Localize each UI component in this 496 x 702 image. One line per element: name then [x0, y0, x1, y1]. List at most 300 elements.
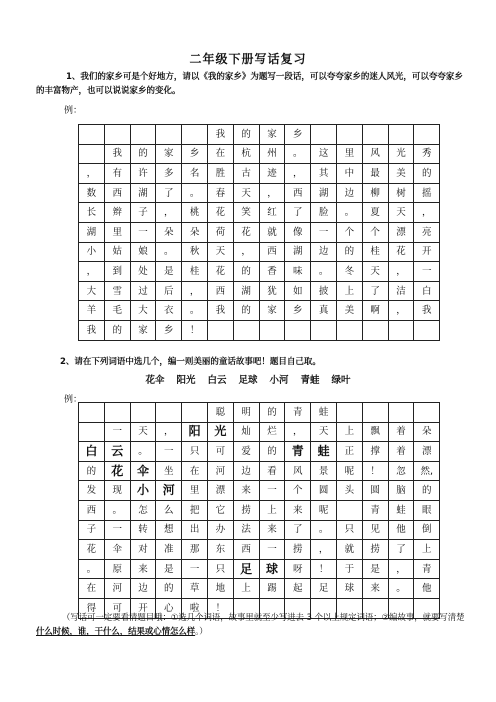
- grid-cell: 倒: [414, 520, 440, 540]
- grid-cell: 准: [156, 540, 182, 560]
- grid-cell: 花: [79, 540, 105, 560]
- grid-cell: ，: [285, 422, 311, 442]
- grid-cell: 边: [233, 461, 259, 481]
- grid-cell: 圆: [311, 481, 337, 501]
- grid-cell: 的: [79, 461, 105, 481]
- example-label-2: 例：: [64, 395, 83, 405]
- grid-cell: 边: [311, 242, 337, 262]
- grid-cell: [259, 320, 285, 340]
- grid-cell: 一: [259, 481, 285, 501]
- grid-cell: 头: [336, 481, 362, 501]
- grid-cell: 河: [207, 461, 233, 481]
- grid-cell: 湖: [311, 183, 337, 203]
- grid-cell: ，: [79, 262, 105, 282]
- grid-cell: 东: [207, 540, 233, 560]
- grid-cell: 天: [130, 422, 156, 442]
- question-1-text: 1、我们的家乡可是个好地方，请以《我的家乡》为题写一段话，可以夸夸家乡的迷人风光，可以夸夸家乡的丰富物产，也可以说说家乡的变化。: [36, 72, 463, 96]
- grid-cell: 踢: [259, 579, 285, 599]
- grid-cell: ，: [156, 422, 182, 442]
- grid-cell: 眼: [414, 500, 440, 520]
- example-grid-hometown: [78, 124, 440, 341]
- grid-cell: 花: [104, 461, 130, 481]
- grid-cell: 来: [259, 520, 285, 540]
- grid-cell: 青: [285, 403, 311, 423]
- grid-cell: [362, 320, 388, 340]
- grid-cell: 阳: [182, 422, 208, 442]
- grid-cell: 天: [207, 242, 233, 262]
- grid-cell: 过: [130, 281, 156, 301]
- grid-cell: 乡: [285, 125, 311, 145]
- grid-cell: 西: [285, 183, 311, 203]
- grid-cell: 起: [285, 579, 311, 599]
- grid-cell: ，: [259, 183, 285, 203]
- grid-cell: 那: [182, 540, 208, 560]
- word-item: 青蛙: [300, 375, 320, 386]
- grid-cell: 有: [104, 164, 130, 184]
- grid-cell: 姑: [104, 242, 130, 262]
- grid-cell: 捞: [362, 540, 388, 560]
- grid-cell: 撑: [362, 442, 388, 462]
- grid-cell: [311, 320, 337, 340]
- grid-cell: 坐: [156, 461, 182, 481]
- grid-cell: 只: [336, 520, 362, 540]
- grid-cell: 上: [336, 281, 362, 301]
- hometown-grid-row: [79, 222, 440, 242]
- grid-cell: 。: [79, 559, 105, 579]
- grid-cell: 春: [207, 183, 233, 203]
- grid-cell: 它: [207, 500, 233, 520]
- grid-cell: 大: [79, 281, 105, 301]
- grid-cell: ，: [388, 559, 414, 579]
- grid-cell: 他: [388, 520, 414, 540]
- grid-cell: 上: [336, 422, 362, 442]
- grid-cell: 聪: [207, 403, 233, 423]
- grid-cell: 朵: [156, 222, 182, 242]
- grid-cell: 看: [259, 461, 285, 481]
- grid-cell: 开: [130, 598, 156, 618]
- grid-cell: ！: [182, 320, 208, 340]
- grid-cell: 真: [311, 301, 337, 321]
- grid-cell: 的: [414, 481, 440, 501]
- grid-cell: 花: [207, 203, 233, 223]
- grid-cell: 亮: [414, 222, 440, 242]
- grid-cell: 。: [182, 183, 208, 203]
- grid-cell: 爱: [233, 442, 259, 462]
- word-item: 花伞: [145, 375, 165, 386]
- emphasis-text: 什么时候，谁，干什么，结果或心情怎么样: [36, 626, 196, 636]
- grid-cell: 飘: [362, 422, 388, 442]
- grid-cell: [414, 403, 440, 423]
- grid-cell: 可: [207, 442, 233, 462]
- grid-cell: 一: [104, 422, 130, 442]
- grid-cell: 圆: [362, 481, 388, 501]
- grid-cell: 来: [130, 559, 156, 579]
- grid-cell: 了: [285, 203, 311, 223]
- grid-cell: 把: [182, 500, 208, 520]
- grid-cell: 这: [311, 144, 337, 164]
- grid-cell: 的: [336, 242, 362, 262]
- grid-cell: 法: [233, 520, 259, 540]
- grid-cell: 出: [182, 520, 208, 540]
- grid-cell: 上: [414, 540, 440, 560]
- grid-cell: 的: [259, 403, 285, 423]
- grid-cell: 家: [156, 144, 182, 164]
- grid-cell: ，: [388, 262, 414, 282]
- story-grid-row: [79, 461, 440, 481]
- grid-cell: 秋: [182, 242, 208, 262]
- grid-cell: 古: [233, 164, 259, 184]
- grid-cell: 的: [130, 144, 156, 164]
- story-grid-row: [79, 540, 440, 560]
- word-item: 绿叶: [331, 375, 351, 386]
- grid-cell: 光: [207, 422, 233, 442]
- grid-cell: ，: [156, 203, 182, 223]
- grid-cell: 的: [104, 320, 130, 340]
- grid-cell: 家: [259, 125, 285, 145]
- grid-cell: 乡: [156, 320, 182, 340]
- grid-cell: 西: [104, 183, 130, 203]
- grid-cell: 我: [79, 320, 105, 340]
- word-item: 白云: [207, 375, 227, 386]
- grid-cell: 杭: [233, 144, 259, 164]
- grid-cell: 毛: [104, 301, 130, 321]
- grid-cell: [336, 320, 362, 340]
- grid-cell: 见: [362, 520, 388, 540]
- grid-cell: 上: [259, 500, 285, 520]
- grid-cell: 其: [311, 164, 337, 184]
- grid-cell: 个: [285, 481, 311, 501]
- grid-cell: 风: [285, 461, 311, 481]
- grid-cell: 转: [130, 520, 156, 540]
- grid-cell: 一: [259, 540, 285, 560]
- grid-cell: 原: [104, 559, 130, 579]
- grid-cell: 在: [182, 461, 208, 481]
- grid-cell: 来: [285, 500, 311, 520]
- grid-cell: 名: [182, 164, 208, 184]
- grid-cell: 球: [259, 559, 285, 579]
- grid-cell: 伞: [104, 540, 130, 560]
- grid-cell: 一: [156, 442, 182, 462]
- grid-cell: 草: [182, 579, 208, 599]
- grid-cell: 就: [336, 540, 362, 560]
- grid-cell: 来: [362, 579, 388, 599]
- grid-cell: 地: [207, 579, 233, 599]
- grid-cell: 蛙: [311, 442, 337, 462]
- grid-cell: 乡: [182, 144, 208, 164]
- grid-cell: [207, 320, 233, 340]
- grid-cell: 花: [233, 222, 259, 242]
- grid-cell: 里: [104, 222, 130, 242]
- grid-cell: 辫: [104, 203, 130, 223]
- grid-cell: ，: [285, 164, 311, 184]
- grid-cell: 蛙: [388, 500, 414, 520]
- grid-cell: 啊: [362, 301, 388, 321]
- grid-cell: 的: [233, 125, 259, 145]
- grid-cell: 。: [130, 442, 156, 462]
- grid-cell: 柳: [362, 183, 388, 203]
- grid-cell: 小: [130, 481, 156, 501]
- grid-cell: 我: [414, 301, 440, 321]
- grid-cell: 迹: [259, 164, 285, 184]
- grid-cell: [414, 125, 440, 145]
- grid-cell: 。: [182, 301, 208, 321]
- grid-cell: 味: [285, 262, 311, 282]
- grid-cell: 正: [336, 442, 362, 462]
- grid-cell: 在: [79, 579, 105, 599]
- grid-cell: 边: [336, 183, 362, 203]
- grid-cell: 么: [156, 500, 182, 520]
- grid-cell: 美: [388, 164, 414, 184]
- grid-cell: 一: [311, 222, 337, 242]
- grid-cell: 笑: [233, 203, 259, 223]
- grid-cell: ，: [79, 164, 105, 184]
- grid-cell: 如: [285, 281, 311, 301]
- grid-cell: 漂: [414, 442, 440, 462]
- grid-cell: 冬: [336, 262, 362, 282]
- grid-cell: 朵: [182, 222, 208, 242]
- word-item: 小河: [269, 375, 289, 386]
- grid-cell: 。: [311, 520, 337, 540]
- grid-cell: 许: [130, 164, 156, 184]
- grid-cell: 。: [285, 144, 311, 164]
- grid-cell: 了: [388, 540, 414, 560]
- grid-cell: 发: [79, 481, 105, 501]
- grid-cell: 足: [233, 559, 259, 579]
- grid-cell: 于: [336, 559, 362, 579]
- grid-cell: 然,: [414, 461, 440, 481]
- grid-cell: 云: [104, 442, 130, 462]
- grid-cell: 子: [79, 520, 105, 540]
- grid-cell: 到: [104, 262, 130, 282]
- grid-cell: 西: [233, 540, 259, 560]
- grid-cell: [388, 403, 414, 423]
- grid-cell: 披: [311, 281, 337, 301]
- grid-cell: 一: [182, 559, 208, 579]
- grid-cell: 着: [388, 442, 414, 462]
- story-grid-row: [79, 579, 440, 599]
- grid-cell: [130, 403, 156, 423]
- grid-cell: ！: [207, 598, 233, 618]
- grid-cell: 我: [104, 144, 130, 164]
- grid-cell: 湖: [79, 222, 105, 242]
- grid-cell: 得: [79, 598, 105, 618]
- grid-cell: 的: [156, 579, 182, 599]
- grid-cell: ，: [388, 301, 414, 321]
- grid-cell: 明: [233, 403, 259, 423]
- grid-cell: 对: [130, 540, 156, 560]
- grid-cell: 。: [388, 579, 414, 599]
- word-list: [0, 372, 496, 386]
- story-grid-row: [79, 520, 440, 540]
- grid-cell: 啦: [182, 598, 208, 618]
- grid-cell: 处: [130, 262, 156, 282]
- word-item: 足球: [238, 375, 258, 386]
- grid-cell: 一: [130, 222, 156, 242]
- grid-cell: ，: [414, 203, 440, 223]
- grid-cell: 长: [79, 203, 105, 223]
- grid-cell: 西: [259, 242, 285, 262]
- grid-cell: 乡: [285, 301, 311, 321]
- grid-cell: 心: [156, 598, 182, 618]
- grid-cell: 是: [362, 559, 388, 579]
- grid-cell: 办: [207, 520, 233, 540]
- grid-cell: 湖: [233, 281, 259, 301]
- hometown-grid-row: [79, 183, 440, 203]
- grid-cell: 呢: [311, 500, 337, 520]
- grid-cell: 忽: [388, 461, 414, 481]
- grid-cell: 娘: [130, 242, 156, 262]
- grid-cell: 树: [388, 183, 414, 203]
- grid-cell: [104, 125, 130, 145]
- grid-cell: 青: [285, 442, 311, 462]
- story-grid-row: [79, 442, 440, 462]
- grid-cell: 想: [156, 520, 182, 540]
- story-grid-row: [79, 500, 440, 520]
- grid-cell: 桂: [362, 242, 388, 262]
- grid-cell: 子: [130, 203, 156, 223]
- grid-cell: 脸: [311, 203, 337, 223]
- grid-cell: 个: [362, 222, 388, 242]
- grid-cell: 湖: [285, 242, 311, 262]
- grid-cell: [182, 125, 208, 145]
- grid-cell: 秀: [414, 144, 440, 164]
- grid-cell: 漂: [388, 222, 414, 242]
- grid-cell: [79, 144, 105, 164]
- grid-cell: 的: [259, 442, 285, 462]
- example-grid-frog-story: [78, 402, 440, 619]
- story-grid-row: [79, 481, 440, 501]
- grid-cell: 州: [259, 144, 285, 164]
- grid-cell: [311, 125, 337, 145]
- word-item: 阳光: [176, 375, 196, 386]
- grid-cell: 雪: [104, 281, 130, 301]
- grid-cell: 的: [414, 164, 440, 184]
- grid-cell: 天: [362, 262, 388, 282]
- grid-cell: [130, 125, 156, 145]
- grid-cell: 多: [156, 164, 182, 184]
- grid-cell: ！: [362, 461, 388, 481]
- grid-cell: 白: [79, 442, 105, 462]
- hometown-grid-row: [79, 125, 440, 145]
- grid-cell: 洁: [388, 281, 414, 301]
- grid-cell: 了: [285, 520, 311, 540]
- hometown-grid-row: [79, 320, 440, 340]
- hometown-grid-row: [79, 144, 440, 164]
- grid-cell: 脑: [388, 481, 414, 501]
- grid-cell: 天: [233, 183, 259, 203]
- grid-cell: 河: [104, 579, 130, 599]
- hometown-grid-row: [79, 262, 440, 282]
- grid-cell: 我: [207, 125, 233, 145]
- grid-cell: 数: [79, 183, 105, 203]
- grid-cell: 伞: [130, 461, 156, 481]
- grid-cell: 里: [336, 144, 362, 164]
- hometown-grid-row: [79, 203, 440, 223]
- grid-cell: 只: [182, 442, 208, 462]
- grid-cell: 一: [414, 262, 440, 282]
- grid-cell: 香: [259, 262, 285, 282]
- grid-cell: 摇: [414, 183, 440, 203]
- grid-cell: [79, 403, 105, 423]
- hometown-grid-row: [79, 164, 440, 184]
- grid-cell: 来: [233, 481, 259, 501]
- grid-cell: [362, 125, 388, 145]
- grid-cell: 呀: [285, 559, 311, 579]
- grid-cell: 桃: [182, 203, 208, 223]
- grid-cell: 。: [156, 242, 182, 262]
- grid-cell: 花: [207, 262, 233, 282]
- hometown-grid-row: [79, 301, 440, 321]
- grid-cell: 呢: [336, 461, 362, 481]
- grid-cell: [336, 403, 362, 423]
- grid-cell: 花: [388, 242, 414, 262]
- story-grid-row: [79, 422, 440, 442]
- grid-cell: 一: [104, 520, 130, 540]
- grid-cell: 大: [130, 301, 156, 321]
- grid-cell: 烂: [259, 422, 285, 442]
- grid-cell: [388, 125, 414, 145]
- grid-cell: 桂: [182, 262, 208, 282]
- grid-cell: 光: [388, 144, 414, 164]
- grid-cell: 里: [182, 481, 208, 501]
- grid-cell: [388, 320, 414, 340]
- grid-cell: [156, 403, 182, 423]
- grid-cell: 他: [414, 579, 440, 599]
- grid-cell: 个: [336, 222, 362, 242]
- grid-cell: 只: [207, 559, 233, 579]
- grid-cell: 就: [259, 222, 285, 242]
- grid-cell: 漂: [207, 481, 233, 501]
- grid-cell: 捞: [233, 500, 259, 520]
- grid-cell: 。: [336, 203, 362, 223]
- grid-cell: 红: [259, 203, 285, 223]
- grid-cell: 美: [336, 301, 362, 321]
- grid-cell: [233, 320, 259, 340]
- grid-cell: 了: [156, 183, 182, 203]
- grid-cell: 是: [156, 559, 182, 579]
- grid-cell: 小: [79, 242, 105, 262]
- grid-cell: 球: [336, 579, 362, 599]
- grid-cell: [285, 320, 311, 340]
- grid-cell: ，: [233, 242, 259, 262]
- grid-cell: 天: [388, 203, 414, 223]
- grid-cell: 风: [362, 144, 388, 164]
- grid-cell: 家: [259, 301, 285, 321]
- grid-cell: [336, 500, 362, 520]
- story-grid-row: [79, 403, 440, 423]
- grid-cell: 湖: [130, 183, 156, 203]
- grid-cell: 可: [104, 598, 130, 618]
- grid-cell: 边: [130, 579, 156, 599]
- grid-cell: 荷: [207, 222, 233, 242]
- story-grid-row: [79, 559, 440, 579]
- question-2-text: 2、请在下列词语中选几个，编一则美丽的童话故事吧！题目自己取。: [60, 357, 321, 367]
- grid-cell: ，: [311, 540, 337, 560]
- grid-cell: [362, 403, 388, 423]
- grid-cell: 夏: [362, 203, 388, 223]
- grid-cell: 后: [156, 281, 182, 301]
- grid-cell: 中: [336, 164, 362, 184]
- grid-cell: 天: [311, 422, 337, 442]
- grid-cell: 开: [414, 242, 440, 262]
- grid-cell: 怎: [130, 500, 156, 520]
- grid-cell: 犹: [259, 281, 285, 301]
- hometown-grid-row: [79, 242, 440, 262]
- grid-cell: 最: [362, 164, 388, 184]
- grid-cell: 着: [388, 422, 414, 442]
- grid-cell: 的: [233, 262, 259, 282]
- grid-cell: 青: [362, 500, 388, 520]
